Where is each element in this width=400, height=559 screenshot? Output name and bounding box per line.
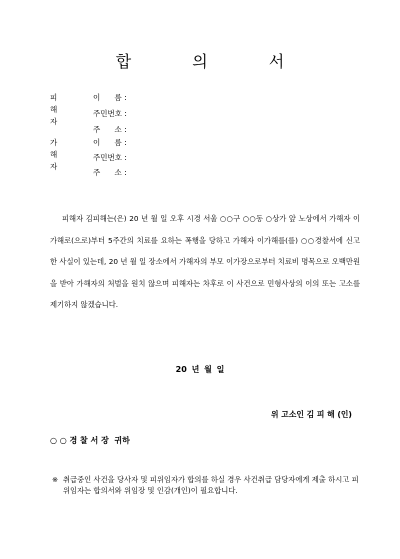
victim-role-label: 피해자 [50, 93, 58, 126]
footnote [52, 474, 362, 496]
agreement-body-text: 피해자 김피해는(은) 20 년 월 일 오후 시경 서울 ○○구 ○○동 ○상가 앞 노상에서 가해자 이가해로(으로)부터 5주간의 치료를 요하는 폭행을 당하고 가해자 이가해를(를) ○○경찰서에 신고한 사실이 있는데, 20 년 월 일 장소에서 가해자의 부모 이가장으로부터 치료비 명목으로 오백만원을 받아 가해자의 처벌을 원치 않으며 피해자는 차후로 이 사건으로 민형사상의 이의 또는 고소를 제기하지 않겠습니다. [50, 214, 360, 309]
victim-id-number-field: 주민번호 : [93, 109, 127, 118]
offender-id-number-field: 주민번호 : [93, 153, 127, 162]
reference-mark-icon: ※ [52, 475, 59, 484]
signer-line: 위 고소인 김 피 해 (인) [271, 410, 352, 419]
offender-name-field: 이 름 : [93, 138, 127, 147]
offender-address-field: 주 소 : [93, 168, 127, 177]
offender-role-label: 가해자 [50, 138, 58, 171]
date-line: 20 년 월 일 [175, 365, 225, 374]
victim-name-field: 이 름 : [93, 93, 127, 102]
footnote-text: 취급중인 사건을 당사자 및 피위임자가 합의를 하실 경우 사건취급 담당자에게 제출 하시고 피위임자는 합의서와 위임장 및 인감(개인)이 필요합니다. [63, 475, 359, 495]
addressee-line: ○ ○ 경 찰 서 장 귀하 [50, 436, 130, 445]
document-title: 합 의 서 [115, 52, 313, 71]
victim-address-field: 주 소 : [93, 125, 127, 134]
